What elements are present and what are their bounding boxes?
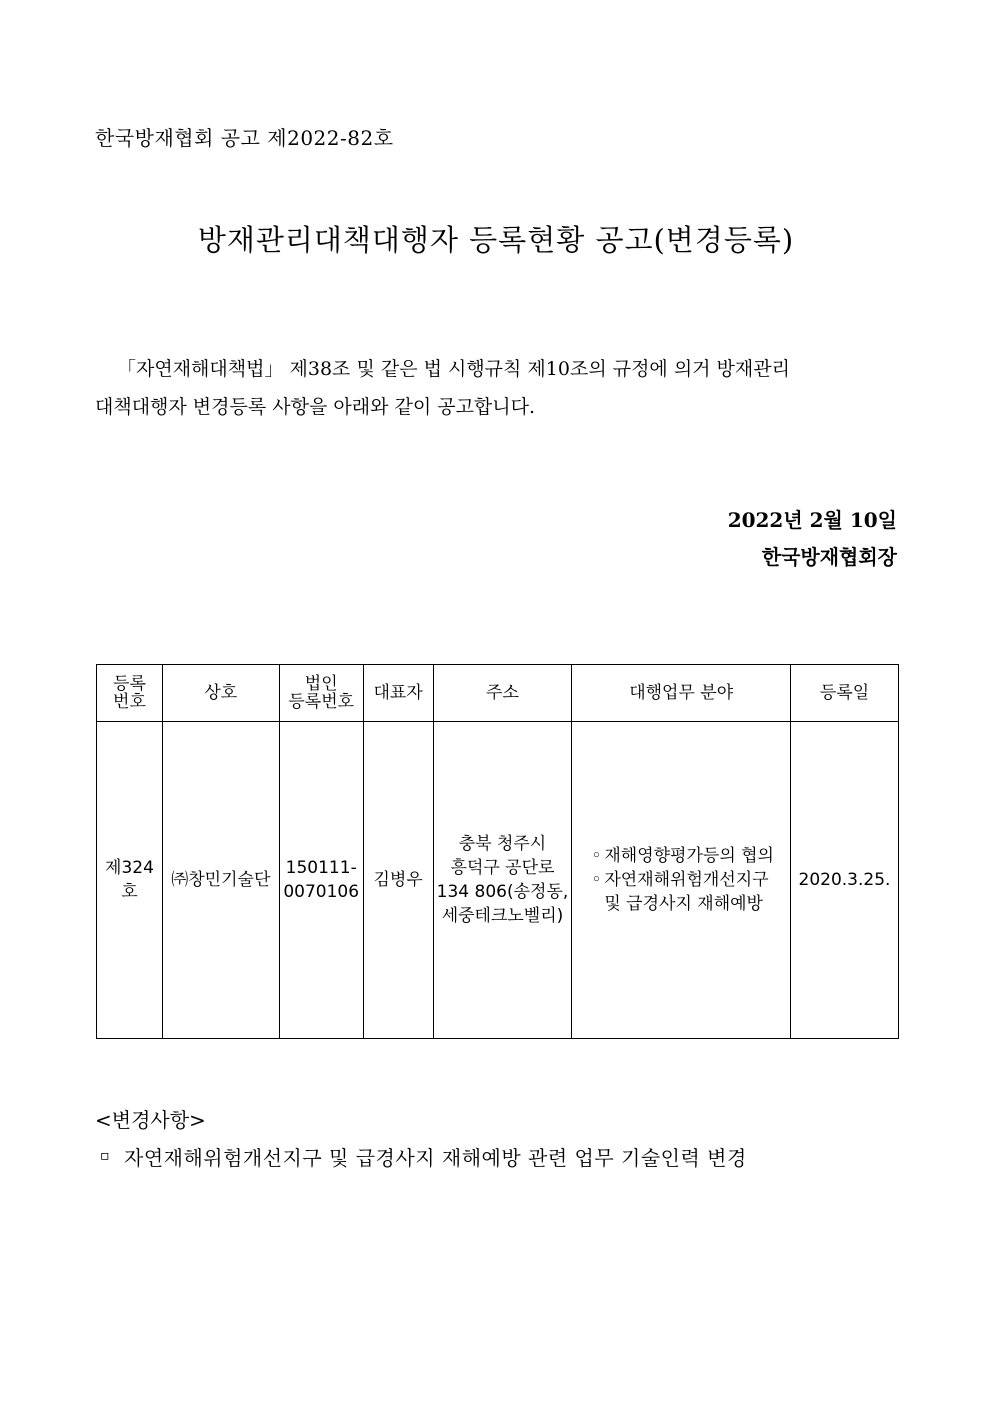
- header-company: 상호: [162, 665, 279, 722]
- cell-reg-date: 2020.3.25.: [790, 722, 898, 1039]
- header-representative: 대표자: [363, 665, 433, 722]
- corp-no-line-1: 150111-: [285, 858, 357, 878]
- header-reg-no-line-1: 등록: [113, 674, 146, 694]
- document-title: 방재관리대책대행자 등록현황 공고(변경등록): [197, 223, 795, 257]
- body-line-2: 대책대행자 변경등록 사항을 아래와 같이 공고합니다.: [95, 396, 536, 418]
- table-row: [97, 722, 899, 1039]
- address-line-1: 충북 청주시: [458, 834, 547, 854]
- corp-no-line-2: 0070106: [283, 882, 360, 902]
- notice-date: 2022년 2월 10일: [727, 508, 897, 532]
- address-line-3: 134 806(송정동,: [436, 882, 569, 902]
- cell-address: [433, 722, 572, 1039]
- header-corp-no-line-1: 법인: [304, 674, 338, 694]
- address-line-2: 흥덕구 공단로: [450, 858, 555, 878]
- bullet-icon: ◦: [591, 870, 602, 890]
- field-list: [588, 844, 774, 916]
- address-line-4: 세중테크노벨리): [441, 906, 564, 926]
- header-reg-no-line-2: 번호: [113, 692, 146, 712]
- field-item-2-text: [604, 868, 768, 916]
- header-corp-no: [279, 665, 363, 722]
- notice-body: [95, 350, 900, 426]
- cell-field: [572, 722, 791, 1039]
- header-reg-no: [97, 665, 163, 722]
- table-header-row: [97, 665, 899, 722]
- cell-company: ㈜창민기술단: [162, 722, 279, 1039]
- bullet-icon: ◦: [591, 846, 602, 866]
- registration-table: [96, 664, 899, 1039]
- change-item-text: 자연재해위험개선지구 및 급경사지 재해예방 관련 업무 기술인력 변경: [124, 1146, 747, 1170]
- field-item-2: [588, 868, 774, 916]
- notice-number: 한국방재협회 공고 제2022-82호: [95, 126, 394, 150]
- header-field: 대행업무 분야: [572, 665, 791, 722]
- field-item-2-line-2: 및 급경사지 재해예방: [604, 894, 763, 914]
- header-reg-date: 등록일: [790, 665, 898, 722]
- header-address: 주소: [433, 665, 572, 722]
- change-item: [100, 1142, 747, 1171]
- cell-reg-no: 제324호: [97, 722, 163, 1039]
- cell-representative: 김병우: [363, 722, 433, 1039]
- square-bullet-icon: ▫: [100, 1148, 110, 1164]
- signer: 한국방재협회장: [761, 545, 897, 569]
- header-corp-no-line-2: 등록번호: [288, 692, 355, 712]
- cell-corp-no: [279, 722, 363, 1039]
- field-item-1-text: 재해영향평가등의 협의: [604, 846, 774, 866]
- field-item-2-line-1: 자연재해위험개선지구: [604, 870, 769, 890]
- changes-label: <변경사항>: [95, 1108, 206, 1132]
- body-line-1: 「자연재해대책법」 제38조 및 같은 법 시행규칙 제10조의 규정에 의거 방재관리: [117, 358, 790, 380]
- field-item-1: [588, 844, 774, 868]
